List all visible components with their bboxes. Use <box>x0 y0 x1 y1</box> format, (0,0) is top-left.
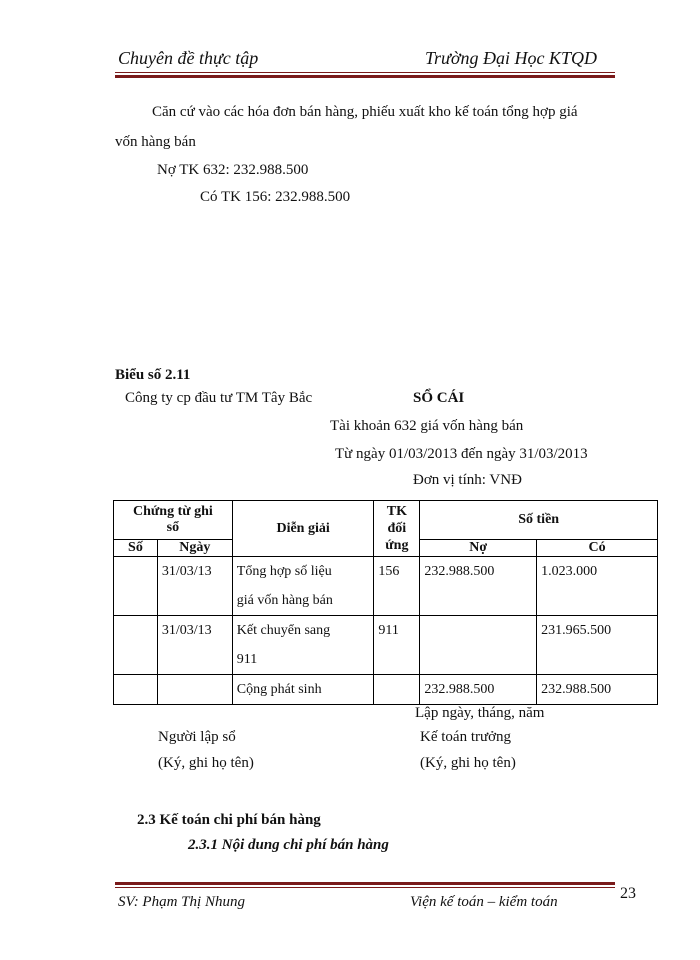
preparer-signature-note: (Ký, ghi họ tên) <box>158 755 254 771</box>
total-credit: 232.988.500 <box>537 675 658 705</box>
row1-contra-account: 156 <box>374 557 420 616</box>
currency-unit: Đơn vị tính: VNĐ <box>413 472 522 488</box>
amount-header: Số tiền <box>420 501 658 540</box>
company-name: Công ty cp đầu tư TM Tây Bắc <box>125 390 313 406</box>
row1-credit: 1.023.000 <box>537 557 658 616</box>
row1-no <box>114 557 158 616</box>
voucher-header <box>114 501 233 540</box>
row2-description <box>232 616 374 675</box>
debit-header: Nợ <box>420 540 537 557</box>
total-debit: 232.988.500 <box>420 675 537 705</box>
account-name: Tài khoản 632 giá vốn hàng bán <box>330 418 524 434</box>
period: Từ ngày 01/03/2013 đến ngày 31/03/2013 <box>335 446 588 462</box>
tk-header-line2: đối <box>387 521 407 536</box>
subsection-heading: 2.3.1 Nội dung chi phí bán hàng <box>188 837 389 853</box>
chief-accountant-title: Kế toán trưởng <box>420 729 512 745</box>
credit-header: Có <box>537 540 658 557</box>
row1-description <box>232 557 374 616</box>
row1-debit: 232.988.500 <box>420 557 537 616</box>
row1-description-line1: Tổng hợp số liệu <box>236 564 332 579</box>
total-row <box>114 675 658 705</box>
row2-no <box>114 616 158 675</box>
ledger-title: SỔ CÁI <box>413 390 465 406</box>
total-no <box>114 675 158 705</box>
row2-contra-account: 911 <box>374 616 420 675</box>
row2-credit: 231.965.500 <box>537 616 658 675</box>
table-row <box>114 557 658 616</box>
row2-debit <box>420 616 537 675</box>
footer-rule-thick <box>115 882 615 885</box>
total-contra-account <box>374 675 420 705</box>
section-heading: 2.3 Kế toán chi phí bán hàng <box>137 812 321 828</box>
row2-date: 31/03/13 <box>157 616 232 675</box>
row1-date: 31/03/13 <box>157 557 232 616</box>
description-header: Diễn giải <box>232 501 374 557</box>
header-rule-thin <box>115 72 615 73</box>
paragraph-line-1: Căn cứ vào các hóa đơn bán hàng, phiếu xuất kho kế toán tổng hợp giá <box>152 104 578 120</box>
total-date <box>157 675 232 705</box>
paragraph-line-2: vốn hàng bán <box>115 134 196 150</box>
table-header-row <box>114 501 658 540</box>
ledger-table <box>113 500 658 705</box>
footer-left: SV: Phạm Thị Nhung <box>118 894 245 910</box>
form-label: Biểu số 2.11 <box>115 367 191 383</box>
credit-entry: Có TK 156: 232.988.500 <box>200 189 351 205</box>
date-line: Lập ngày, tháng, năm <box>415 705 545 721</box>
chief-signature-note: (Ký, ghi họ tên) <box>420 755 516 771</box>
debit-entry: Nợ TK 632: 232.988.500 <box>157 162 309 178</box>
footer-right: Viện kế toán – kiểm toán <box>410 894 558 910</box>
footer-rule-thin <box>115 887 615 888</box>
header-left: Chuyên đề thực tập <box>118 48 259 68</box>
voucher-header-line1: Chứng từ ghi <box>132 504 213 519</box>
voucher-header-line2: sổ <box>166 520 180 535</box>
row2-description-line2: 911 <box>236 652 258 667</box>
header-right: Trường Đại Học KTQD <box>425 48 597 68</box>
date-header: Ngày <box>157 540 232 557</box>
no-header: Số <box>114 540 158 557</box>
contra-account-header <box>374 501 420 557</box>
preparer-title: Người lập sổ <box>158 729 236 745</box>
total-label: Cộng phát sinh <box>232 675 374 705</box>
tk-header-line1: TK <box>386 504 407 519</box>
tk-header-line3: ứng <box>385 538 409 553</box>
page-number: 23 <box>620 885 636 902</box>
table-row <box>114 616 658 675</box>
row1-description-line2: giá vốn hàng bán <box>236 593 333 608</box>
row2-description-line1: Kết chuyển sang <box>236 623 331 638</box>
header-rule-thick <box>115 75 615 78</box>
